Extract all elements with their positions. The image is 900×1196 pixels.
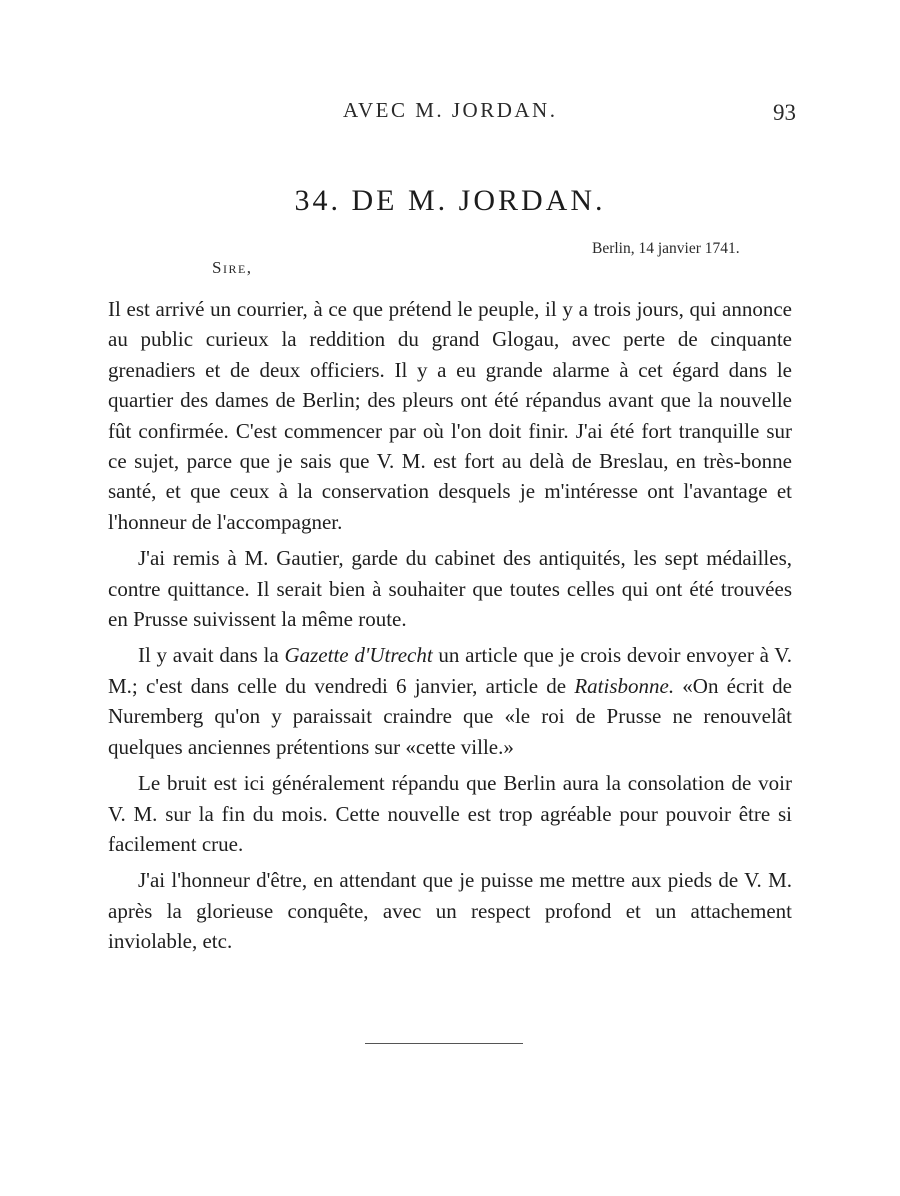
gazette-title: Gazette d'Utrecht: [284, 643, 433, 668]
closing-rule: [365, 1043, 523, 1044]
dateline: Berlin, 14 janvier 1741.: [592, 240, 740, 257]
paragraph: [108, 640, 792, 762]
paragraph: J'ai remis à M. Gautier, garde du cabinet des antiquités, les sept médailles, contre quittance. Il serait bien à souhaiter que toutes celles qui ont été trouvées en Prusse suivissent la même route.: [108, 546, 792, 632]
running-title: AVEC M. JORDAN.: [343, 98, 558, 122]
paragraph: Le bruit est ici généralement répandu que Berlin aura la consolation de voir V. M. sur la fin du mois. Cette nouvelle est trop agréable pour pouvoir être si facilement crue.: [108, 771, 792, 856]
running-head: [0, 98, 900, 130]
paragraph: J'ai l'honneur d'être, en attendant que je puisse me mettre aux pieds de V. M. après la glorieuse conquête, avec un respect profond et un attachement inviolable, etc.: [108, 868, 792, 954]
place-name: Ratisbonne.: [574, 673, 675, 698]
letter-title: 34. DE M. JORDAN.: [294, 184, 606, 217]
salutation: Sire,: [212, 258, 253, 277]
paragraph-text: un article que je crois devoir envoyer à V. M.; c'est dans celle du vendredi 6 janvier, article de: [108, 643, 792, 698]
paragraph-text: «On écrit de Nuremberg qu'on y paraissait craindre que «le roi de Prusse ne renouvelât quelques anciennes prétentions sur «cette ville.»: [108, 673, 793, 759]
letter-body: [108, 294, 792, 963]
paragraph: Il est arrivé un courrier, à ce que prétend le peuple, il y a trois jours, qui annonce au public curieux la reddition du grand Glogau, avec perte de cinquante grenadiers et de deux officiers. Il y a eu grande alarme à cet égard dans le quartier des dames de Berlin; des pleurs ont été répandus avant que la nouvelle fût confirmée. C'est commencer par où l'on doit finir. J'ai été fort tranquille sur ce sujet, parce que je sais que V. M. est fort au delà de Breslau, en très-bonne santé, et que ceux à la conservation desquels je m'intéresse ont l'avantage et l'honneur de l'accompagner.: [108, 297, 792, 534]
paragraph-text: Il y avait dans la: [138, 643, 285, 668]
page-number: 93: [773, 100, 796, 125]
